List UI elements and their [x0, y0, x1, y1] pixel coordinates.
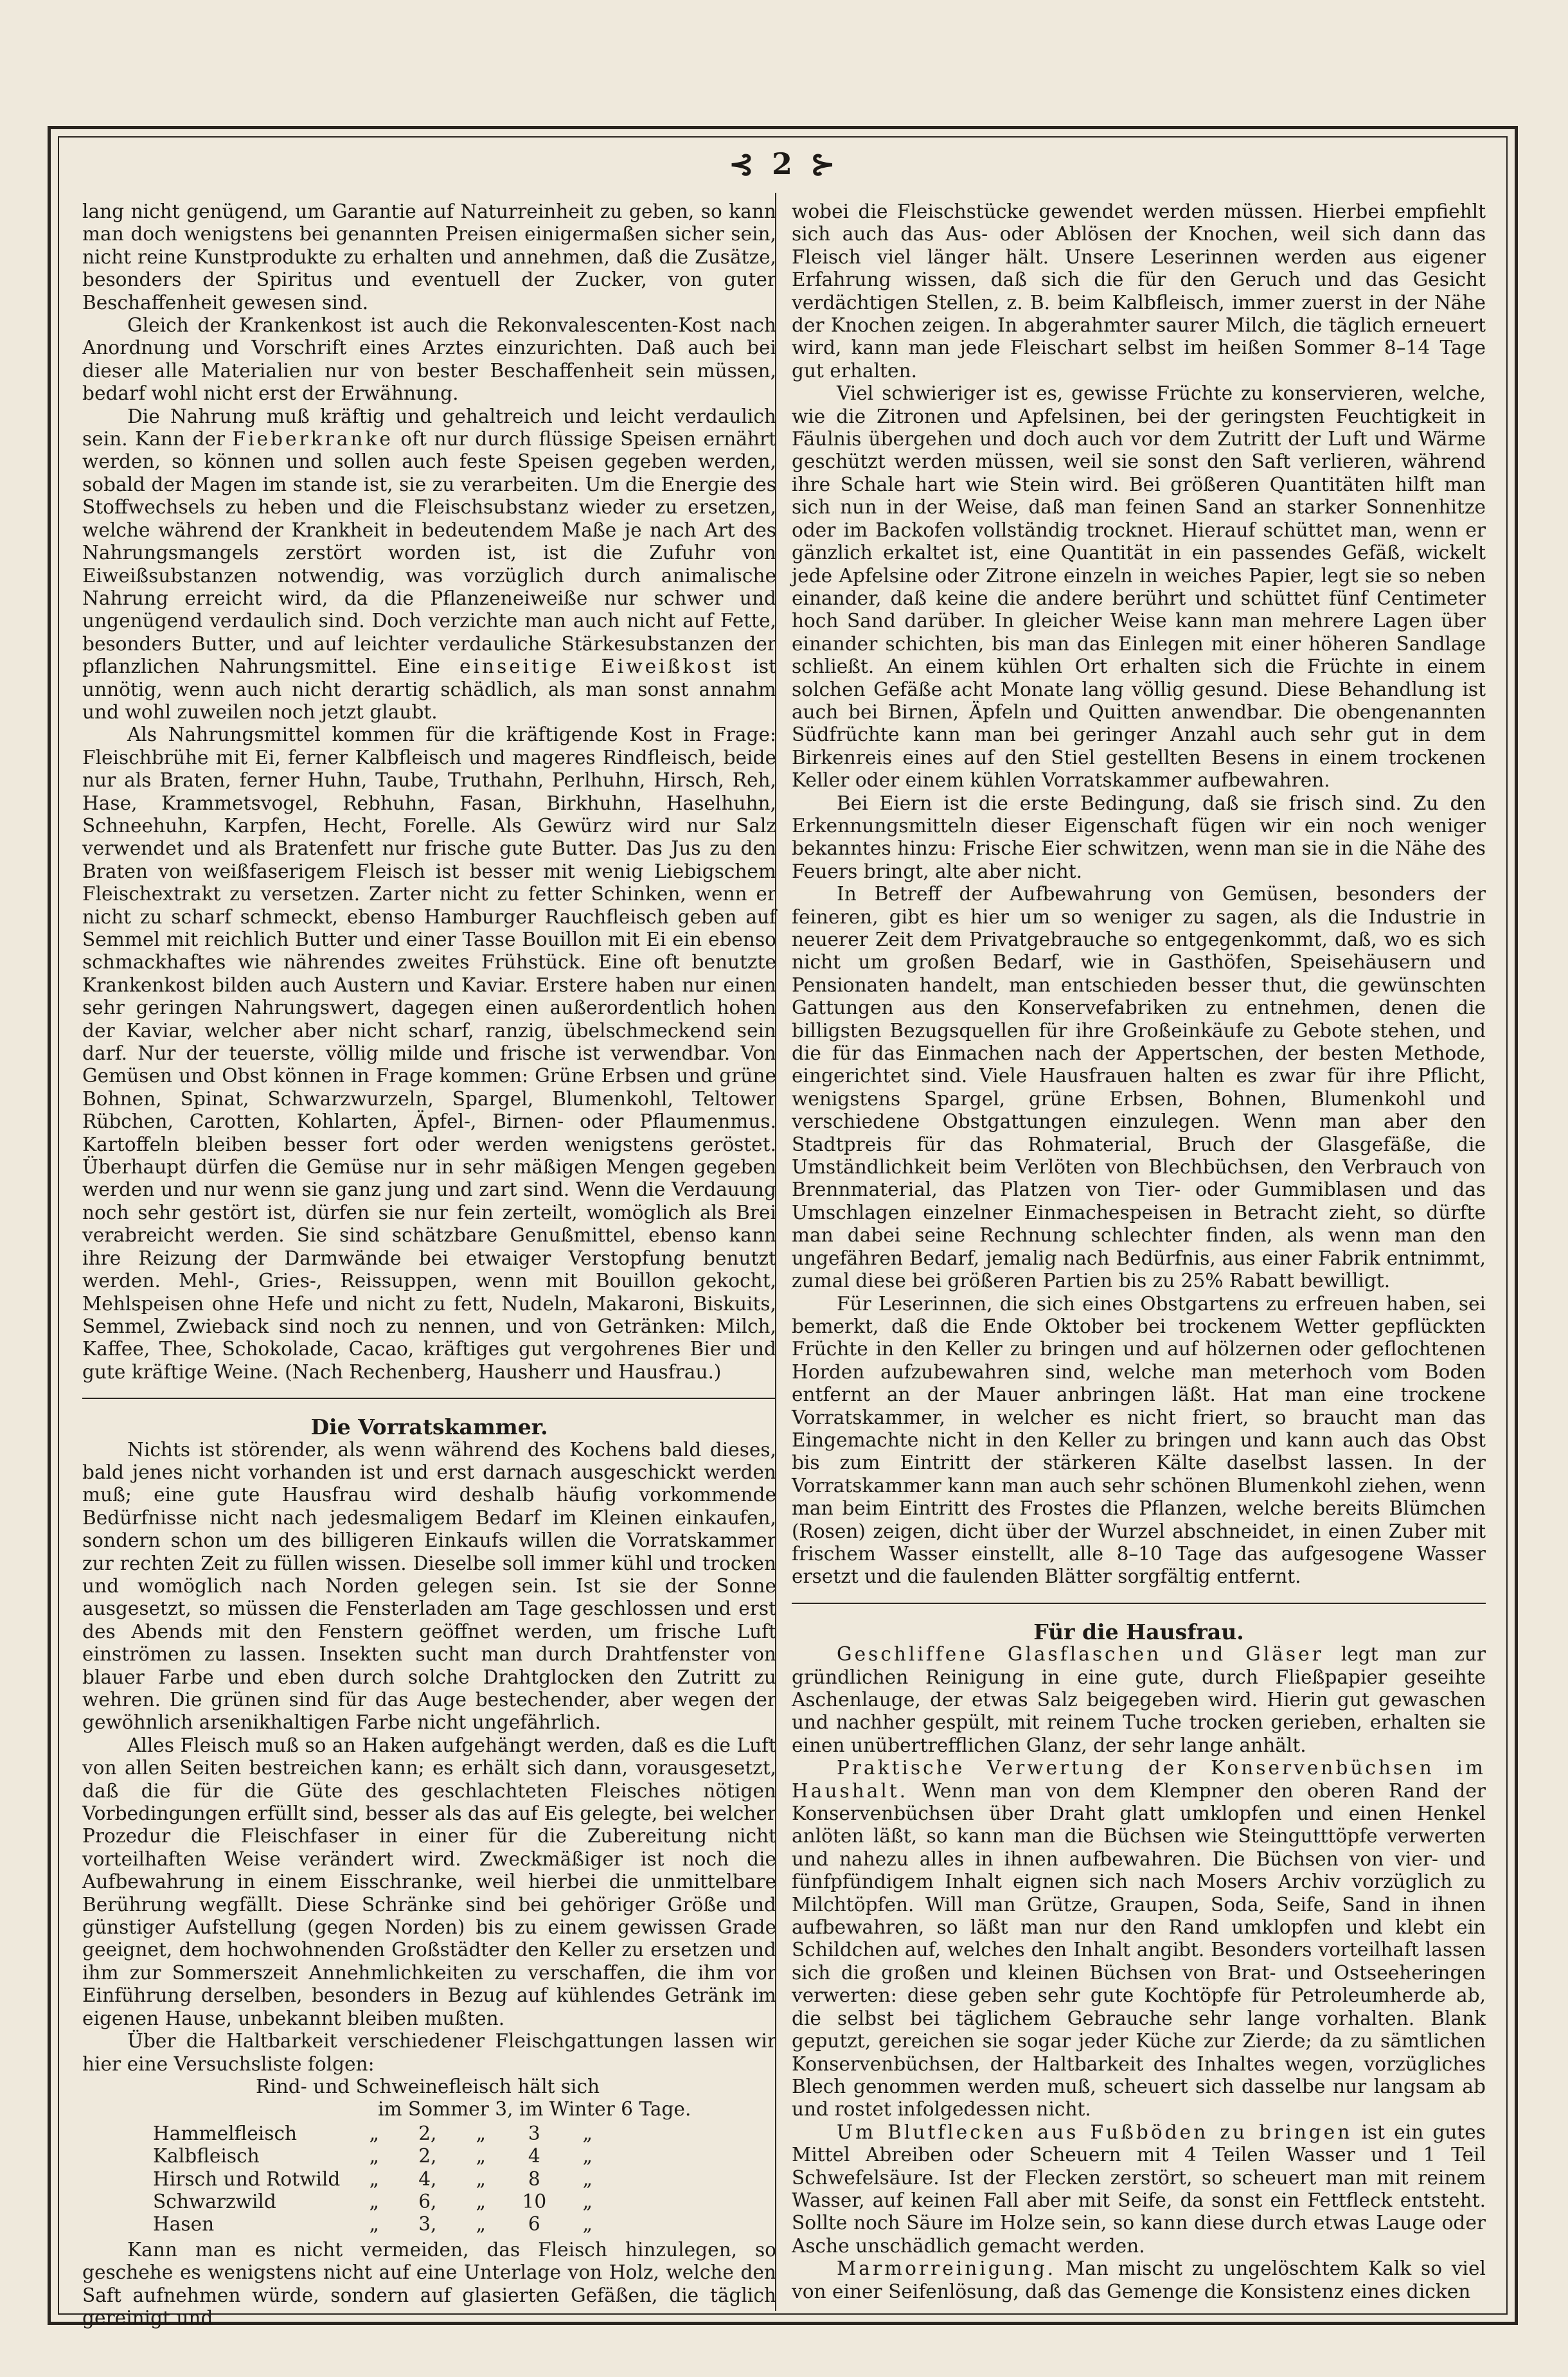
meat-type: Hirsch und Rotwild: [153, 2168, 341, 2190]
table-row: [153, 2213, 621, 2236]
summer-days: 4,: [418, 2168, 437, 2190]
meat-type: Kalbfleisch: [153, 2145, 260, 2168]
winter-days: 6: [528, 2213, 540, 2236]
paragraph: lang nicht genügend, um Garantie auf Naturreinheit zu geben, so kann man doch wenigstens bei genannten Preisen einigermaßen sicher sein, nicht reine Kunstprodukte zu erhalten und annehmen, daß die Zusätze, besonders der Spiritus und eventuell der Zucker, von guter Beschaffenheit gewesen sind.: [82, 200, 776, 314]
spaced-term: Fieberkranke: [232, 428, 393, 450]
ditto-mark: „: [369, 2168, 379, 2190]
ditto-mark: „: [369, 2145, 379, 2168]
meat-keeping-table: [153, 2123, 621, 2236]
spaced-term: Um Blutflecken aus Fußböden zu bringen: [837, 2121, 1353, 2143]
spaced-term: einseitige Eiweißkost: [459, 655, 734, 678]
ditto-mark: „: [582, 2122, 592, 2144]
spaced-term: Praktische Verwertung der Konservenbüchsen im Haushalt.: [792, 1757, 1486, 1802]
paragraph: Geschliffene Glasflaschen und Gläser legt man zur gründlichen Reinigung in eine gute, durch Fließpapier geseihte Aschenlauge, der etwas Salz beigegeben wird. Hierin gut gewaschen und nachher gespült, mit reinem Tuche trocken gerieben, erhalten sie einen unübertrefflichen Glanz, der sehr lange anhält.: [792, 1643, 1486, 1756]
ditto-mark: „: [476, 2168, 486, 2190]
paragraph: Viel schwieriger ist es, gewisse Früchte zu konservieren, welche, wie die Zitronen und Apfelsinen, bei der geringsten Feuchtigkeit in Fäulnis übergehen und doch auch vor dem Zutritt der Luft und Wärme geschützt werden müssen, weil sie sonst den Saft verlieren, während ihre Schale hart wie Stein wird. Bei größeren Quantitäten hilft man sich nun in der Weise, daß man feinen Sand an starker Sonnenhitze oder im Backofen vollständig trocknet. Hierauf schüttet man, wenn er gänzlich erkaltet ist, eine Quantität in ein passendes Gefäß, wickelt jede Apfelsine oder Zitrone einzeln in weiches Papier, legt sie so neben einander, daß keine die andere berührt und schüttet fünf Centimeter hoch Sand darüber. In gleicher Weise kann man mehrere Lagen über einander schichten, bis man das Einlegen mit einer höheren Sandlage schließt. An einem kühlen Ort erhalten sich die Früchte in einem solchen Gefäße acht Monate lang völlig gesund. Diese Behandlung ist auch bei Birnen, Äpfeln und Quitten anwendbar. Die obengenannten Südfrüchte kann man bei geringer Anzahl auch sehr gut in dem Birkenreis eines auf den Stiel gestellten Besens in einem trockenen Keller oder einem kühlen Vorratskammer aufbewahren.: [792, 382, 1486, 792]
winter-days: 8: [528, 2168, 540, 2190]
section-heading: Für die Hausfrau.: [1033, 1619, 1244, 1644]
paragraph: Um Blutflecken aus Fußböden zu bringen ist ein gutes Mittel Abreiben oder Scheuern mit 4 Teilen Wasser und 1 Teil Schwefelsäure. Ist der Flecken zerstört, so scheuert man mit reinem Wasser, auf keinen Fall aber mit Seife, da sonst ein Fettfleck entsteht. Sollte noch Säure im Holze sein, so kann diese durch etwas Lauge oder Asche unschädlich gemacht werden.: [792, 2121, 1486, 2257]
table-row: [153, 2145, 621, 2168]
ditto-mark: „: [582, 2190, 592, 2212]
meat-type: Schwarzwild: [153, 2190, 276, 2212]
paragraph: Die Nahrung muß kräftig und gehaltreich und leicht verdaulich sein. Kann der Fieberkranke oft nur durch flüssige Speisen ernährt werden, so können und sollen auch feste Speisen gegeben werden, sobald der Magen im stande ist, sie zu verarbeiten. Um die Energie des Stoffwechsels zu heben und die Fleischsubstanz wieder zu ersetzen, welche während der Krankheit in bedeutendem Maße je nach Art des Nahrungsmangels zerstört worden ist, ist die Zufuhr von Eiweißsubstanzen notwendig, was vorzüglich durch animalische Nahrung erreicht wird, da die Pflanzeneiweiße nur schwer und ungenügend verdaulich sind. Doch verzichte man auch nicht auf Fette, besonders Butter, und auf leichter verdauliche Stärkesubstanzen der pflanzlichen Nahrungsmittel. Eine einseitige Eiweißkost ist unnötig, wenn auch nicht derartig schädlich, als man sonst annahm und wohl zuweilen noch jetzt glaubt.: [82, 405, 776, 723]
ditto-mark: „: [582, 2168, 592, 2190]
paragraph: Alles Fleisch muß so an Haken aufgehängt werden, daß es die Luft von allen Seiten bestreichen kann; es erhält sich dann, vorausgesetzt, daß die für die Güte des geschlachteten Fleisches nötigen Vorbedingungen erfüllt sind, besser als das auf Eis gelegte, bei welcher Prozedur die Fleischfaser in einer für die Zubereitung nicht vorteilhaften Weise verändert wird. Zweckmäßiger ist noch die Aufbewahrung in einem Eisschranke, weil hierbei die unmittelbare Berührung wegfällt. Diese Schränke sind bei gehöriger Größe und günstiger Aufstellung (gegen Norden) bis zu einem gewissen Grade geeignet, dem hochwohnenden Großstädter den Keller zu ersetzen und ihm zur Sommerszeit Annehmlichkeiten zu verschaffen, die ihm vor Einführung derselben, besonders in Bezug auf kühlendes Getränk im eigenen Hause, unbekannt bleiben mußten.: [82, 1734, 776, 2029]
table-head: im Sommer 3, im Winter 6 Tage.: [378, 2098, 691, 2121]
page-number: ⊰ 2 ⊱: [729, 147, 839, 181]
section-heading: Die Vorratskammer.: [310, 1414, 548, 1440]
right-column: [792, 200, 1486, 2303]
ditto-mark: „: [369, 2122, 379, 2144]
paragraph: Praktische Verwertung der Konservenbüchsen im Haushalt. Wenn man von dem Klempner den oberen Rand der Konservenbüchsen über Draht glatt umklopfen und einen Henkel anlöten läßt, so kann man die Büchsen wie Steingutttöpfe verwerten und nahezu alles in ihnen aufbewahren. Die Büchsen von vier- und fünfpfündigem Inhalt eignen sich nach Mosers Archiv vorzüglich zu Milchtöpfen. Will man Grütze, Graupen, Soda, Seife, Sand in ihnen aufbewahren, so läßt man nur den Rand umklopfen und klebt ein Schildchen auf, welches den Inhalt angibt. Besonders vorteilhaft lassen sich die großen und kleinen Büchsen von Brat- und Ostseeheringen verwerten: diese geben sehr gute Kochtöpfe für Petroleumherde ab, die selbst bei täglichem Gebrauche sehr lange vorhalten. Blank geputzt, gereichen sie sogar jeder Küche zur Zierde; da zu sämtlichen Konservenbüchsen, der Haltbarkeit des Inhaltes wegen, vorzügliches Blech genommen werden muß, scheuert sich dasselbe nur langsam ab und rostet infolgedessen nicht.: [792, 1757, 1486, 2121]
ditto-mark: „: [476, 2213, 486, 2236]
ditto-mark: „: [369, 2190, 379, 2212]
table-row: [153, 2168, 621, 2191]
paragraph: wobei die Fleischstücke gewendet werden müssen. Hierbei empfiehlt sich auch das Aus- oder Ablösen der Knochen, weil sich dann das Fleisch viel länger hält. Unsere Leserinnen werden aus eigener Erfahrung wissen, daß sich die für den Geruch und das Gesicht verdächtigen Stellen, z. B. beim Kalbfleisch, immer zuerst in der Nähe der Knochen zeigen. In abgerahmter saurer Milch, die täglich erneuert wird, kann man jede Fleischart selbst im heißen Sommer 8–14 Tage gut erhalten.: [792, 200, 1486, 382]
summer-days: 2,: [418, 2122, 437, 2144]
ornament-left-icon: ⊰: [729, 147, 758, 181]
paragraph: Über die Haltbarkeit verschiedener Fleischgattungen lassen wir hier eine Versuchsliste folgen:: [82, 2030, 776, 2075]
table-row: [153, 2123, 621, 2145]
paragraph: Bei Eiern ist die erste Bedingung, daß sie frisch sind. Zu den Erkennungsmitteln dieser Eigenschaft fügen wir ein noch weniger bekanntes hinzu: Frische Eier schwitzen, wenn man sie in die Nähe des Feuers bringt, alte aber nicht.: [792, 792, 1486, 882]
ditto-mark: „: [476, 2190, 486, 2212]
winter-days: 10: [522, 2190, 547, 2212]
summer-days: 6,: [418, 2190, 437, 2212]
paragraph: Marmorreinigung. Man mischt zu ungelöschtem Kalk so viel von einer Seifenlösung, daß das Gemenge die Konsistenz eines dicken: [792, 2257, 1486, 2302]
summer-days: 3,: [418, 2213, 437, 2236]
ditto-mark: „: [476, 2122, 486, 2144]
paragraph: Gleich der Krankenkost ist auch die Rekonvalescenten-Kost nach Anordnung und Vorschrift eines Arztes einzurichten. Daß auch bei dieser alle Materialien nur von bester Beschaffenheit sein müssen, bedarf wohl nicht erst der Erwähnung.: [82, 314, 776, 405]
spaced-term: Marmorreinigung.: [837, 2257, 1056, 2280]
paragraph: Als Nahrungsmittel kommen für die kräftigende Kost in Frage: Fleischbrühe mit Ei, ferner Kalbfleisch und mageres Rindfleisch, beide nur als Braten, ferner Huhn, Taube, Truthahn, Perlhuhn, Hirsch, Reh, Hase, Krammetsvogel, Rebhuhn, Fasan, Birkhuhn, Haselhuhn, Schneehuhn, Karpfen, Hecht, Forelle. Als Gewürz wird nur Salz verwendet und als Bratenfett nur frische gute Butter. Das Jus zu den Braten von weißfaserigem Fleisch ist besser mit wenig Liebigschem Fleischextrakt zu versetzen. Zarter nicht zu fetter Schinken, wenn er nicht zu scharf schmeckt, ebenso Hamburger Rauchfleisch geben auf Semmel mit reichlich Butter und einer Tasse Bouillon mit Ei ein ebenso schmackhaftes wie nährendes zweites Frühstück. Eine oft benutzte Krankenkost bilden auch Austern und Kaviar. Erstere haben nur einen sehr geringen Nahrungswert, dagegen einen außerordentlich hohen der Kaviar, welcher aber nicht scharf, ranzig, übelschmeckend sein darf. Nur der teuerste, völlig milde und frische ist verwendbar. Von Gemüsen und Obst können in Frage kommen: Grüne Erbsen und grüne Bohnen, Spinat, Schwarzwurzeln, Spargel, Blumenkohl, Teltower Rübchen, Carotten, Kohlarten, Äpfel-, Birnen- oder Pflaumenmus. Kartoffeln bleiben besser fort oder werden wenigstens geröstet. Überhaupt dürfen die Gemüse nur in sehr mäßigen Mengen gegeben werden und nur wenn sie ganz jung und zart sind. Wenn die Verdauung noch sehr gestört ist, dürfen sie nur fein zerteilt, womöglich als Brei verabreicht werden. Sie sind schätzbare Genußmittel, ebenso kann ihre Reizung der Darmwände bei etwaiger Verstopfung benutzt werden. Mehl-, Gries-, Reissuppen, wenn mit Bouillon gekocht, Mehlspeisen ohne Hefe und nicht zu fett, Nudeln, Makaroni, Biskuits, Semmel, Zwieback sind noch zu nennen, und von Getränken: Milch, Kaffee, Thee, Schokolade, Cacao, kräftiges gut vergohrenes Bier und gute kräftige Weine. (Nach Rechenberg, Hausherr und Hausfrau.): [82, 724, 776, 1383]
paragraph: Für Leserinnen, die sich eines Obstgartens zu erfreuen haben, sei bemerkt, daß die Ende Oktober bei trockenem Wetter gepflückten Früchte in den Keller zu bringen und auf hölzernen oder geflochtenen Horden aufzubewahren sind, welche man meterhoch vom Boden entfernt an der Mauer anbringen läßt. Hat man eine trockene Vorratskammer, in welcher es nicht friert, so braucht man das Eingemachte nicht in den Keller zu bringen und kann auch das Obst bis zum Eintritt der stärkeren Kälte daselbst lassen. In der Vorratskammer kann man auch sehr schönen Blumenkohl ziehen, wenn man beim Eintritt des Frostes die Pflanzen, welche bereits Blümchen (Rosen) zeigen, dicht über der Wurzel abschneidet, in einen Zuber mit frischem Wasser einstellt, alle 8–10 Tage das aufgesogene Wasser ersetzt und die faulenden Blätter sorgfältig entfernt.: [792, 1292, 1486, 1588]
ditto-mark: „: [582, 2213, 592, 2236]
ditto-mark: „: [369, 2213, 379, 2236]
meat-type: Hasen: [153, 2213, 215, 2236]
table-row: [153, 2191, 621, 2213]
paragraph: In Betreff der Aufbewahrung von Gemüsen, besonders der feineren, gibt es hier um so weniger zu sagen, als die Industrie in neuerer Zeit dem Privatgebrauche so entgegenkommt, daß, wo es sich nicht um großen Bedarf, wie in Gasthöfen, Speisehäusern und Pensionaten handelt, man entschieden besser thut, die gewünschten Gattungen aus den Konservefabriken zu entnehmen, denen die billigsten Bezugsquellen für ihre Großeinkäufe zu Gebote stehen, und die für das Einmachen nach der Appertschen, der besten Methode, eingerichtet sind. Viele Hausfrauen halten es zwar für ihre Pflicht, wenigstens Spargel, grüne Erbsen, Bohnen, Blumenkohl und verschiedene Obstgattungen einzulegen. Wenn man aber den Stadtpreis für das Rohmaterial, Bruch der Glasgefäße, die Umständlichkeit beim Verlöten von Blechbüchsen, den Verbrauch von Brennmaterial, das Platzen von Tier- oder Gummiblasen und das Umschlagen einzelner Einmachespeisen in Betracht zieht, so dürfte man dabei seine Rechnung schlechter finden, als wenn man den ungefähren Bedarf, jemalig nach Bedürfnis, aus einer Fabrik entnimmt, zumal diese bei größeren Partien bis zu 25% Rabatt bewilligt.: [792, 883, 1486, 1292]
left-column: [82, 200, 776, 2329]
table-intro: Rind- und Schweinefleisch hält sich: [256, 2075, 600, 2097]
paragraph: Nichts ist störender, als wenn während des Kochens bald dieses, bald jenes nicht vorhanden ist und erst darnach ausgeschickt werden muß; eine gute Hausfrau wird deshalb häufig vorkommende Bedürfnisse nicht nach jedesmaligem Bedarf im Kleinen einkaufen, sondern schon um des billigeren Einkaufs willen die Vorratskammer zur rechten Zeit zu füllen wissen. Dieselbe soll immer kühl und trocken und womöglich nach Norden gelegen sein. Ist sie der Sonne ausgesetzt, so müssen die Fensterladen am Tage geschlossen und erst des Abends mit den Fenstern geöffnet werden, um frische Luft einströmen zu lassen. Insekten sucht man durch Drahtfenster von blauer Farbe und eben durch solche Drahtglocken den Zutritt zu wehren. Die grünen sind für das Auge bestechender, aber wegen der gewöhnlich arsenikhaltigen Farbe nicht ungefährlich.: [82, 1438, 776, 1734]
section-rule: [82, 1398, 776, 1399]
winter-days: 4: [528, 2145, 540, 2168]
ditto-mark: „: [582, 2145, 592, 2168]
spaced-term: Geschliffene Glasflaschen und Gläser: [837, 1643, 1324, 1666]
winter-days: 3: [528, 2122, 540, 2144]
section-rule: [792, 1603, 1486, 1604]
summer-days: 2,: [418, 2145, 437, 2168]
paragraph: Kann man es nicht vermeiden, das Fleisch hinzulegen, so geschehe es wenigstens nicht auf eine Unterlage von Holz, welche den Saft aufnehmen würde, sondern auf glasierten Gefäßen, die täglich gereinigt und: [82, 2238, 776, 2329]
meat-type: Hammelfleisch: [153, 2122, 298, 2144]
ditto-mark: „: [476, 2145, 486, 2168]
ornament-right-icon: ⊱: [810, 147, 839, 181]
